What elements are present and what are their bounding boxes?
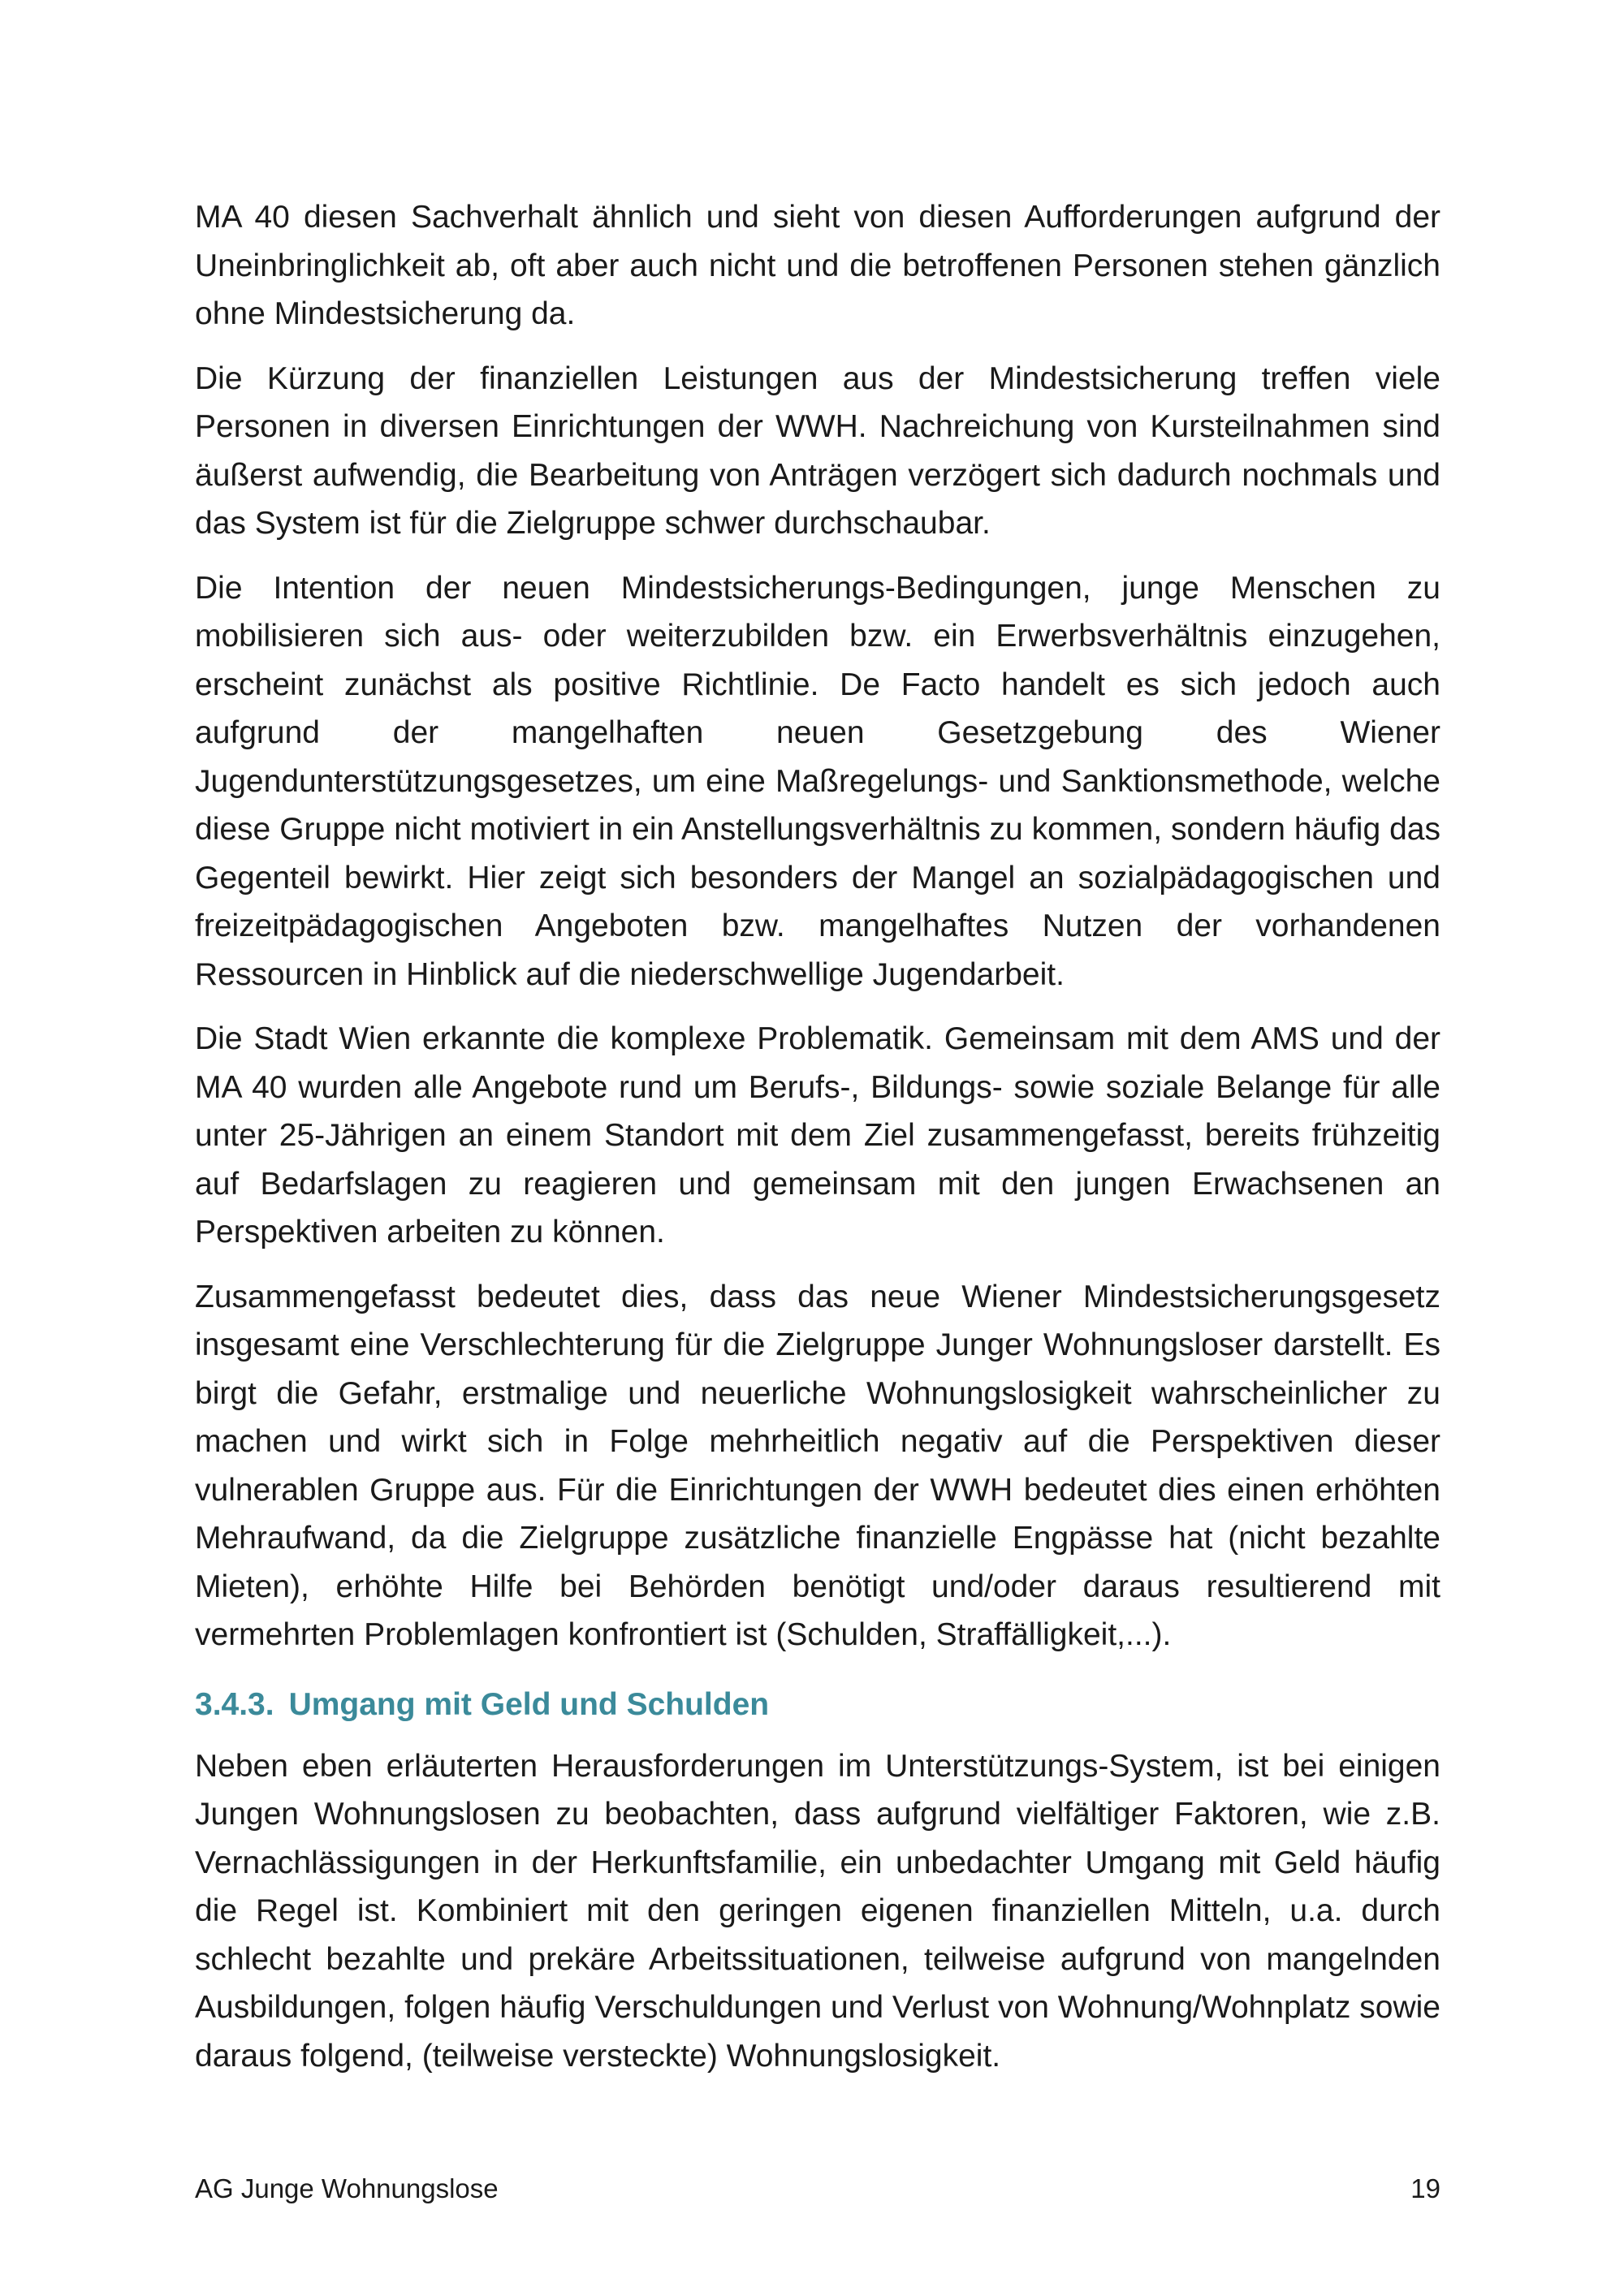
section-title: Umgang mit Geld und Schulden — [288, 1686, 770, 1722]
footer-document-title: AG Junge Wohnungslose — [195, 2173, 499, 2203]
paragraph-stadt-wien: Die Stadt Wien erkannte die komplexe Problematik. Gemeinsam mit dem AMS und der MA 40 wurden alle Angebote rund um Berufs-, Bildungs- sowie soziale Belange für alle unter 25-Jährigen an einem Standort mit dem Ziel zusammengefasst, bereits frühzeitig auf Bedarfslagen zu reagieren und gemeinsam mit den jungen Erwachsenen an Perspektiven arbeiten zu können. — [195, 1021, 1440, 1249]
page-number: 19 — [1410, 2173, 1440, 2203]
section-number: 3.4.3. — [195, 1686, 274, 1722]
section-heading — [195, 1681, 1440, 1729]
paragraph-ma40-continuation: MA 40 diesen Sachverhalt ähnlich und sieht von diesen Aufforderungen aufgrund der Uneinbringlichkeit ab, oft aber auch nicht und die betroffenen Personen stehen gänzlich ohne Mindestsicherung da. — [195, 200, 1440, 331]
page-body — [195, 193, 1440, 2096]
paragraph-summary: Zusammengefasst bedeutet dies, dass das neue Wiener Mindestsicherungsgesetz insgesamt eine Verschlechterung für die Zielgruppe Junger Wohnungsloser darstellt. Es birgt die Gefahr, erstmalige und neuerliche Wohnungslosigkeit wahrscheinlicher zu machen und wirkt sich in Folge mehrheitlich negativ auf die Perspektiven dieser vulnerablen Gruppe aus. Für die Einrichtungen der WWH bedeutet dies einen erhöhten Mehraufwand, da die Zielgruppe zusätzliche finanzielle Engpässe hat (nicht bezahlte Mieten), erhöhte Hilfe bei Behörden benötigt und/oder daraus resultierend mit vermehrten Problemlagen konfrontiert ist (Schulden, Straffälligkeit,...). — [195, 1279, 1440, 1652]
paragraph-intention: Die Intention der neuen Mindestsicherungs-Bedingungen, junge Menschen zu mobilisieren sich aus- oder weiterzubilden bzw. ein Erwerbsverhältnis einzugehen, erscheint zunächst als positive Richtlinie. De Facto handelt es sich jedoch auch aufgrund der mangelhaften neuen Gesetzgebung des Wiener Jugendunterstützungsgesetzes, um eine Maßregelungs- und Sanktionsmethode, welche diese Gruppe nicht motiviert in ein Anstellungsverhältnis zu kommen, sondern häufig das Gegenteil bewirkt. Hier zeigt sich besonders der Mangel an sozialpädagogischen und freizeitpädagogischen Angeboten bzw. mangelhaftes Nutzen der vorhandenen Ressourcen in Hinblick auf die niederschwellige Jugendarbeit. — [195, 570, 1440, 992]
paragraph-cuts: Die Kürzung der finanziellen Leistungen aus der Mindestsicherung treffen viele Personen in diversen Einrichtungen der WWH. Nachreichung von Kursteilnahmen sind äußerst aufwendig, die Bearbeitung von Anträgen verzögert sich dadurch nochmals und das System ist für die Zielgruppe schwer durchschaubar. — [195, 360, 1440, 541]
paragraph-money-debts: Neben eben erläuterten Herausforderungen im Unterstützungs-System, ist bei einigen Jungen Wohnungslosen zu beobachten, dass aufgrund vielfältiger Faktoren, wie z.B. Vernachlässigungen in der Herkunftsfamilie, ein unbedachter Umgang mit Geld häufig die Regel ist. Kombiniert mit den geringen eigenen finanziellen Mitteln, u.a. durch schlecht bezahlte und prekäre Arbeitssituationen, teilweise aufgrund von mangelnden Ausbildungen, folgen häufig Verschuldungen und Verlust von Wohnung/Wohnplatz sowie daraus folgend, (teilweise versteckte) Wohnungslosigkeit. — [195, 1748, 1440, 2074]
